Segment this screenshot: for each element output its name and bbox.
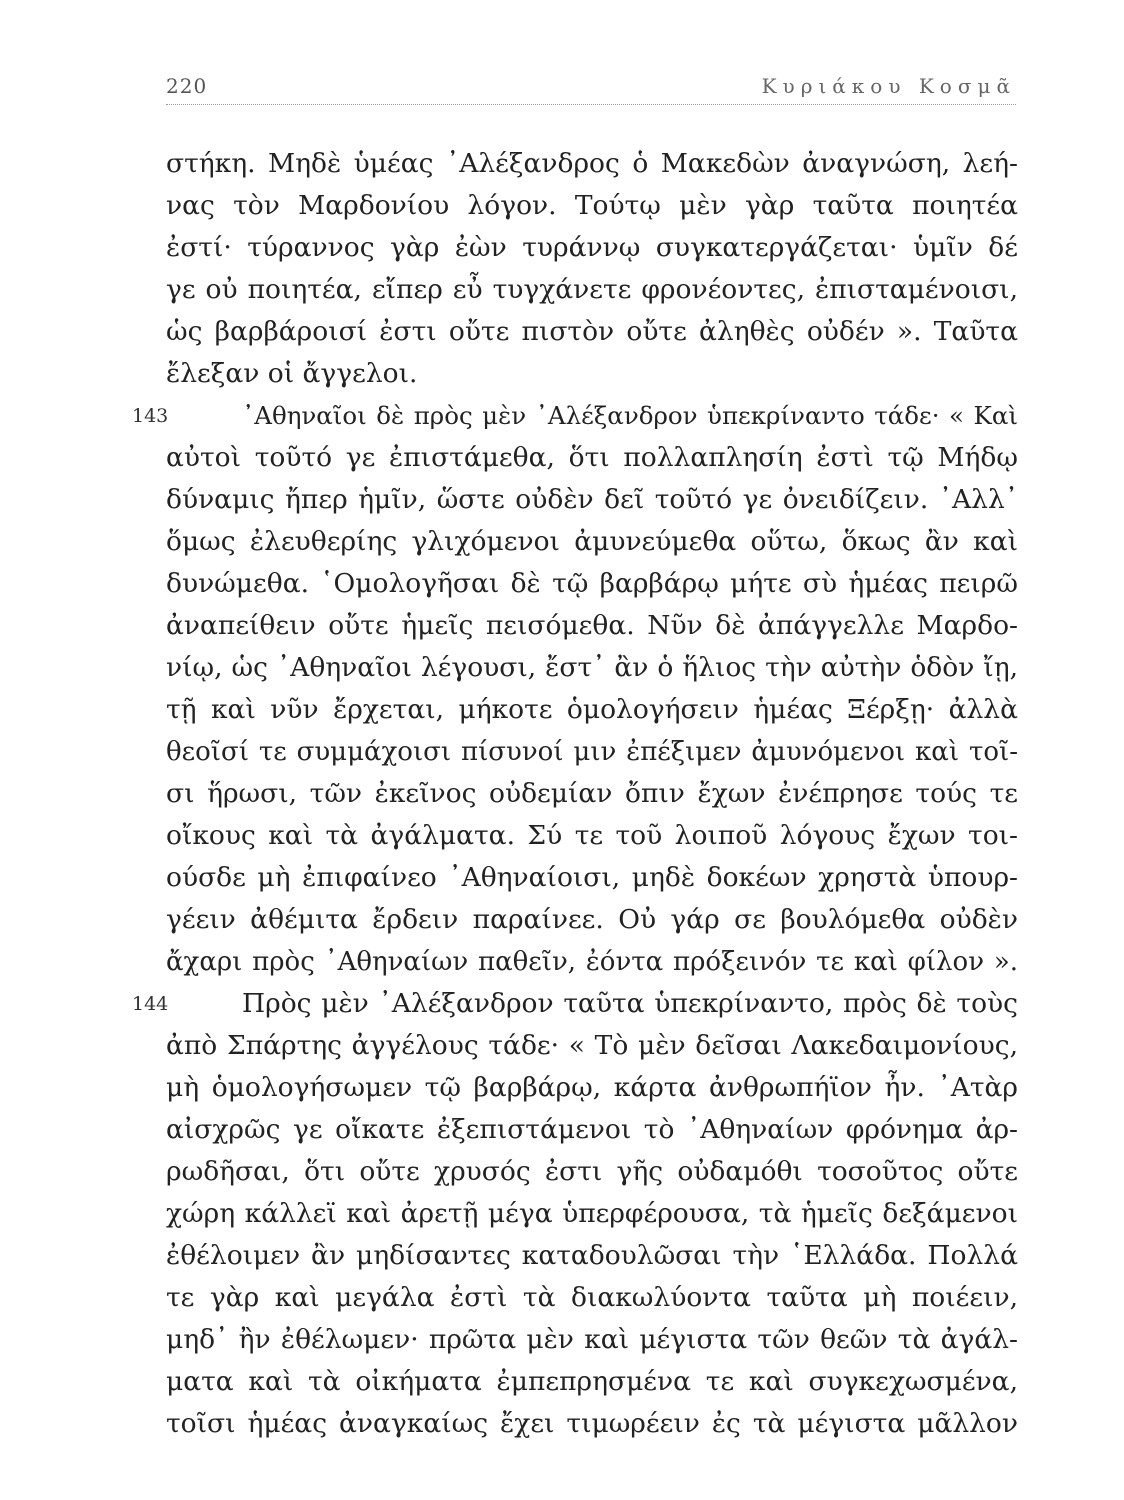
line-text: Πρὸς μὲν ᾿Αλέξανδρον ταῦτα ὑπεκρίναντο, πρὸς δὲ τοὺς bbox=[242, 988, 1018, 1019]
text-line: χώρη κάλλεϊ καὶ ἀρετῇ μέγα ὑπερφέρουσα, τὰ ἡμεῖς δεξάμενοι bbox=[166, 1198, 1018, 1229]
text-line: ἔλεξαν οἱ ἄγγελοι. bbox=[166, 358, 418, 389]
section-number: 144 bbox=[132, 993, 169, 1015]
text-line: ἀναπείθειν οὔτε ἡμεῖς πεισόμεθα. Νῦν δὲ ἀπάγγελλε Μαρδο- bbox=[166, 610, 1018, 641]
text-line: ἐστί· τύραννος γὰρ ἐὼν τυράννῳ συγκατεργάζεται· ὑμῖν δέ bbox=[166, 232, 1018, 263]
body-text bbox=[132, 143, 1018, 1445]
text-line: μὴ ὁμολογήσωμεν τῷ βαρβάρῳ, κάρτα ἀνθρωπήϊον ἦν. ᾿Ατὰρ bbox=[166, 1072, 1018, 1103]
text-line: μηδ᾿ ἢν ἐθέλωμεν· πρῶτα μὲν καὶ μέγιστα τῶν θεῶν τὰ ἀγάλ- bbox=[166, 1324, 1018, 1355]
text-line: ἄχαρι πρὸς ᾿Αθηναίων παθεῖν, ἐόντα πρόξεινόν τε καὶ φίλον ». bbox=[166, 947, 1018, 977]
running-header bbox=[166, 74, 1016, 105]
text-line: ματα καὶ τὰ οἰκήματα ἐμπεπρησμένα τε καὶ συγκεχωσμένα, bbox=[166, 1366, 1018, 1397]
text-line: ρωδῆσαι, ὅτι οὔτε χρυσός ἐστι γῆς οὐδαμόθι τοσοῦτος οὔτε bbox=[166, 1156, 1018, 1187]
text-line: οἴκους καὶ τὰ ἀγάλματα. Σύ τε τοῦ λοιποῦ λόγους ἔχων τοι- bbox=[166, 820, 1018, 851]
text-line: τε γὰρ καὶ μεγάλα ἐστὶ τὰ διακωλύοντα ταῦτα μὴ ποιέειν, bbox=[166, 1282, 1018, 1313]
text-line: τοῖσι ἡμέας ἀναγκαίως ἔχει τιμωρέειν ἐς τὰ μέγιστα μᾶλλον bbox=[166, 1408, 1018, 1439]
text-line: αἰσχρῶς γε οἴκατε ἐξεπιστάμενοι τὸ ᾿Αθηναίων φρόνημα ἀρ- bbox=[166, 1114, 1018, 1145]
text-line: γε οὐ ποιητέα, εἴπερ εὖ τυγχάνετε φρονέοντες, ἐπισταμένοισι, bbox=[166, 274, 1018, 305]
text-line: ούσδε μὴ ἐπιφαίνεο ᾿Αθηναίοισι, μηδὲ δοκέων χρηστὰ ὑπουρ- bbox=[166, 862, 1018, 893]
text-line: στήκη. Μηδὲ ὑμέας ᾿Αλέξανδρος ὁ Μακεδὼν ἀναγνώση, λεή- bbox=[166, 148, 1018, 179]
page-number: 220 bbox=[166, 74, 208, 98]
text-line: νίῳ, ὡς ᾿Αθηναῖοι λέγουσι, ἔστ᾿ ἂν ὁ ἥλιος τὴν αὐτὴν ὁδὸν ἴῃ, bbox=[166, 652, 1018, 683]
text-line: γέειν ἀθέμιτα ἔρδειν παραίνεε. Οὐ γάρ σε βουλόμεθα οὐδὲν bbox=[166, 904, 1018, 935]
text-line: τῇ καὶ νῦν ἔρχεται, μήκοτε ὁμολογήσειν ἡμέας Ξέρξῃ· ἀλλὰ bbox=[166, 694, 1018, 725]
text-line: νας τὸν Μαρδονίου λόγον. Τούτῳ μὲν γὰρ ταῦτα ποιητέα bbox=[166, 190, 1018, 221]
line-text: ᾿Αθηναῖοι δὲ πρὸς μὲν ᾿Αλέξανδρον ὑπεκρίναντο τάδε· « Καὶ bbox=[242, 401, 1018, 430]
running-title: Κυριάκου Κοσμᾶ bbox=[761, 74, 1016, 98]
text-line: δύναμις ἤπερ ἡμῖν, ὥστε οὐδὲν δεῖ τοῦτό γε ὀνειδίζειν. ᾿Αλλ᾿ bbox=[166, 484, 1018, 515]
text-line: δυνώμεθα. ῾Ομολογῆσαι δὲ τῷ βαρβάρῳ μήτε σὺ ἡμέας πειρῶ bbox=[166, 568, 1018, 599]
section-number: 143 bbox=[132, 405, 169, 427]
paragraph-143-first-line bbox=[132, 395, 1018, 437]
paragraph-144-first-line bbox=[132, 983, 1018, 1025]
text-line: σι ἥρωσι, τῶν ἐκεῖνος οὐδεμίαν ὄπιν ἔχων ἐνέπρησε τούς τε bbox=[166, 778, 1018, 809]
text-line: ἐθέλοιμεν ἂν μηδίσαντες καταδουλῶσαι τὴν ῾Ελλάδα. Πολλά bbox=[166, 1240, 1018, 1271]
text-line: ἀπὸ Σπάρτης ἀγγέλους τάδε· « Τὸ μὲν δεῖσαι Λακεδαιμονίους, bbox=[166, 1030, 1018, 1061]
text-line: ὅμως ἐλευθερίης γλιχόμενοι ἀμυνεύμεθα οὕτω, ὅκως ἂν καὶ bbox=[166, 526, 1018, 557]
text-line: θεοῖσί τε συμμάχοισι πίσυνοί μιν ἐπέξιμεν ἀμυνόμενοι καὶ τοῖ- bbox=[166, 737, 1018, 767]
text-line: αὐτοὶ τοῦτό γε ἐπιστάμεθα, ὅτι πολλαπλησίη ἐστὶ τῷ Μήδῳ bbox=[166, 442, 1018, 473]
text-line: ὡς βαρβάροισί ἐστι οὔτε πιστὸν οὔτε ἀληθὲς οὐδέν ». Ταῦτα bbox=[166, 316, 1018, 347]
